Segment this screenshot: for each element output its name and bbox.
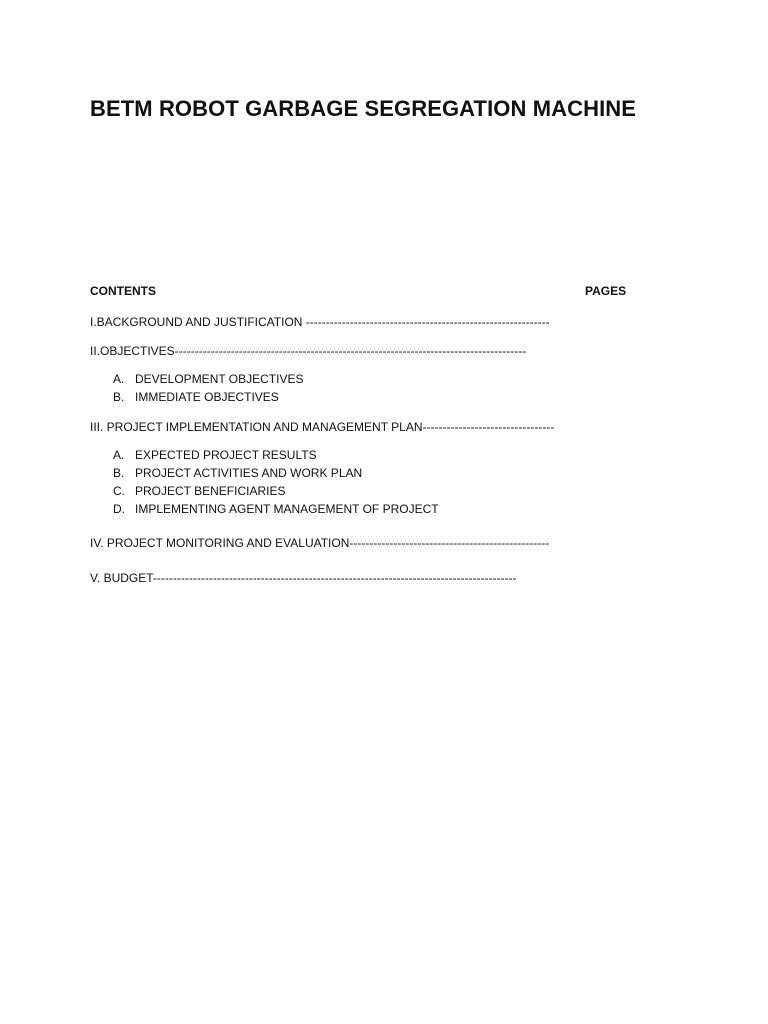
document-title: BETM ROBOT GARBAGE SEGREGATION MACHINE: [90, 96, 637, 121]
toc-entry-budget: V. BUDGET-------------------------------------------------------------------------------------------: [90, 571, 517, 585]
toc-subitem: [113, 370, 304, 388]
toc-subitem-marker: B.: [113, 390, 125, 404]
toc-subitem-text: PROJECT BENEFICIARIES: [135, 484, 286, 498]
toc-subitem-text: IMPLEMENTING AGENT MANAGEMENT OF PROJECT: [135, 502, 439, 516]
toc-implementation-sublist: [113, 446, 439, 518]
toc-subitem-marker: D.: [113, 502, 125, 516]
toc-subitem-marker: C.: [113, 484, 125, 498]
toc-pages-header: PAGES: [585, 284, 627, 298]
toc-subitem-text: IMMEDIATE OBJECTIVES: [135, 390, 279, 404]
toc-subitem-text: DEVELOPMENT OBJECTIVES: [135, 372, 304, 386]
toc-subitem-text: EXPECTED PROJECT RESULTS: [135, 448, 317, 462]
toc-entry-implementation: III. PROJECT IMPLEMENTATION AND MANAGEMENT PLAN---------------------------------: [90, 420, 555, 434]
toc-subitem-text: PROJECT ACTIVITIES AND WORK PLAN: [135, 466, 363, 480]
toc-subitem: [113, 388, 304, 406]
toc-contents-header: CONTENTS: [90, 284, 156, 298]
toc-subitem: [113, 446, 439, 464]
toc-subitem-marker: A.: [113, 448, 125, 462]
toc-subitem-marker: A.: [113, 372, 125, 386]
toc-subitem: [113, 464, 439, 482]
toc-subitem: [113, 500, 439, 518]
toc-subitem: [113, 482, 439, 500]
toc-entry-monitoring: IV. PROJECT MONITORING AND EVALUATION--------------------------------------------------: [90, 536, 550, 550]
toc-entry-objectives: II.OBJECTIVES----------------------------------------------------------------------------------------: [90, 344, 527, 358]
toc-entry-background: I.BACKGROUND AND JUSTIFICATION -------------------------------------------------------------: [90, 315, 550, 329]
toc-objectives-sublist: [113, 370, 304, 406]
toc-subitem-marker: B.: [113, 466, 125, 480]
